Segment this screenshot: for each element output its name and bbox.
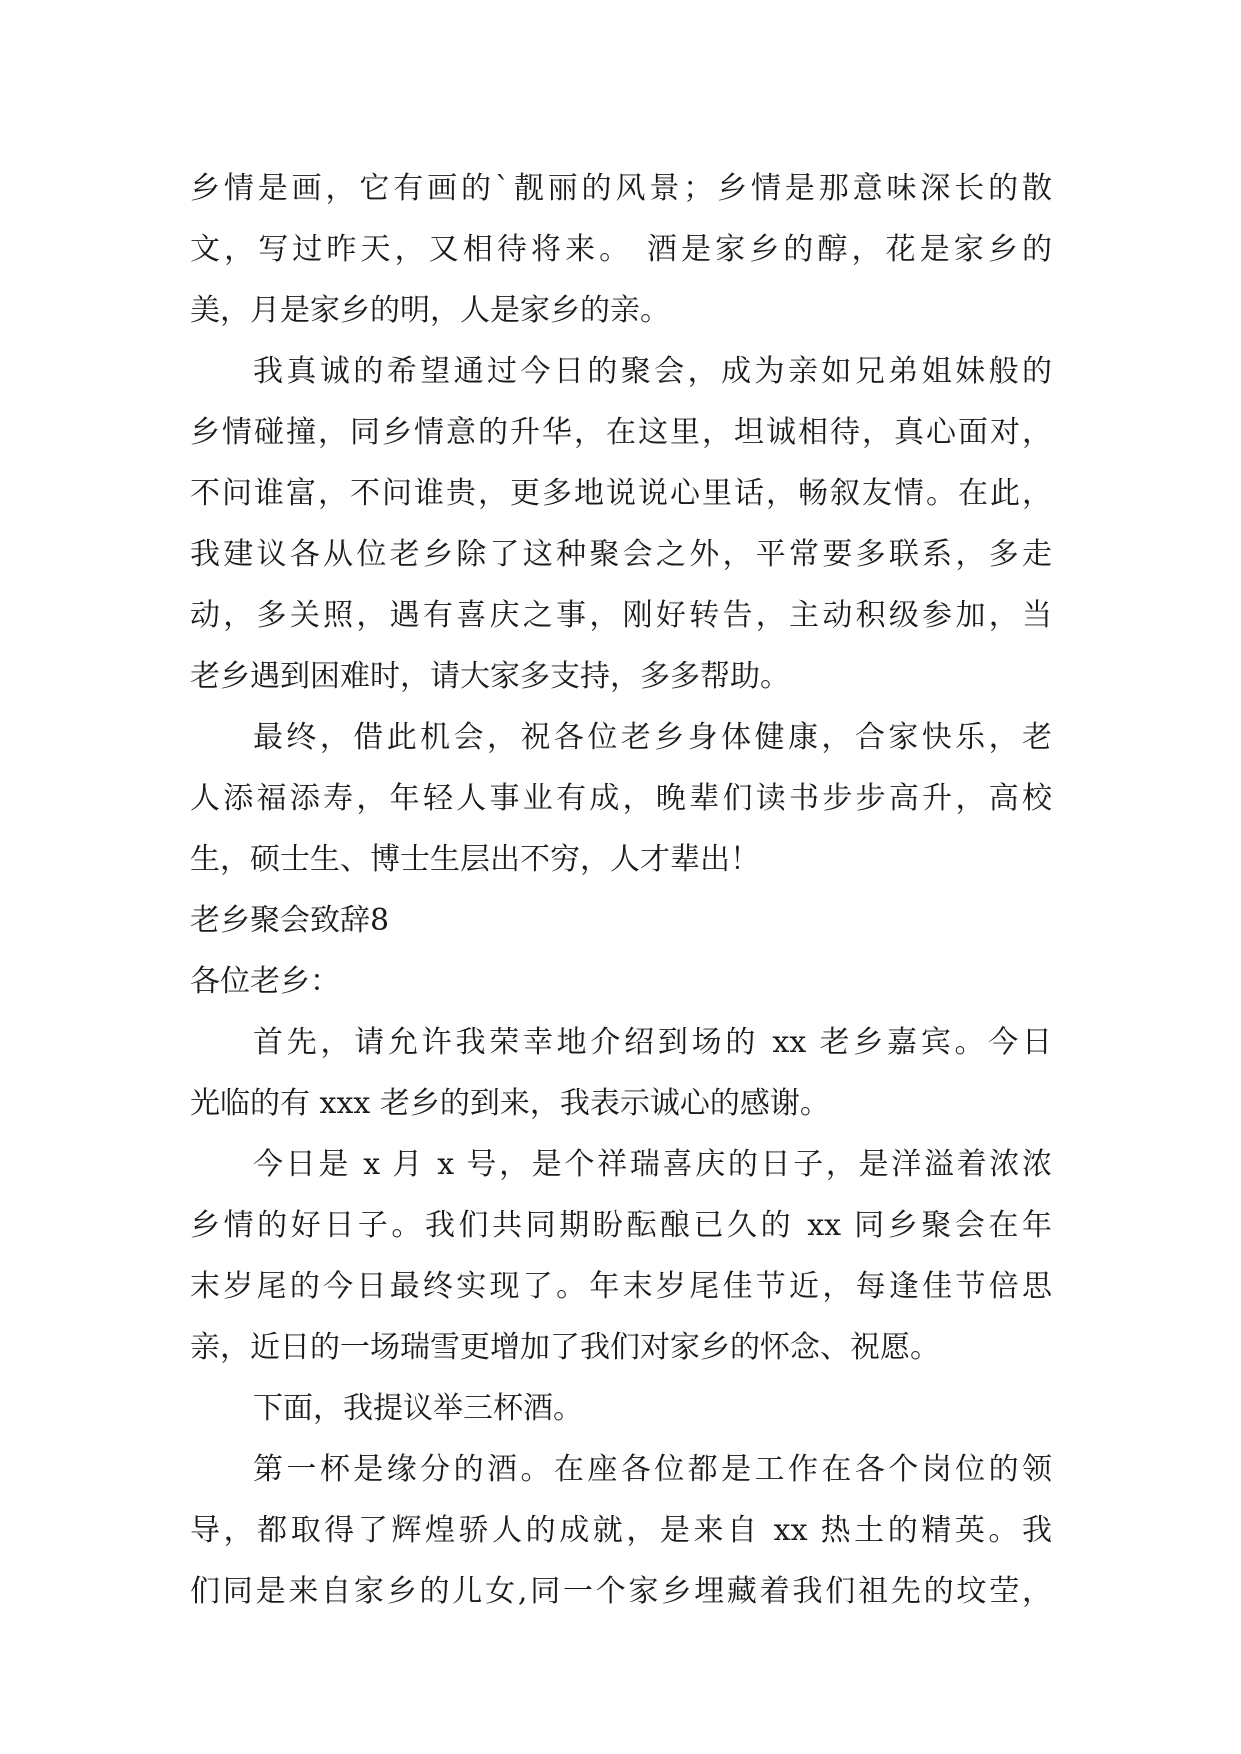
text-line: 老乡遇到困难时，请大家多支持，多多帮助。 xyxy=(190,659,790,694)
text-line: 下面，我提议举三杯酒。 xyxy=(253,1391,583,1426)
text-line: 文，写过昨天，又相待将来。 酒是家乡的醇，花是家乡的 xyxy=(190,232,1052,267)
text-line: 生，硕士生、博士生层出不穷，人才辈出！ xyxy=(190,842,760,877)
text-line: 不问谁富，不问谁贵，更多地说说心里话，畅叙友情。在此， xyxy=(190,476,1052,511)
text-line: 首先，请允许我荣幸地介绍到场的 xx 老乡嘉宾。今日 xyxy=(253,1025,1052,1060)
paragraph xyxy=(190,1012,1052,1134)
paragraph xyxy=(190,341,1052,707)
text-line: 人添福添寿，年轻人事业有成，晚辈们读书步步高升，高校 xyxy=(190,781,1052,816)
text-line: 们同是来自家乡的儿女,同一个家乡埋藏着我们祖先的坟茔， xyxy=(190,1574,1052,1609)
text-line: 末岁尾的今日最终实现了。年末岁尾佳节近，每逢佳节倍思 xyxy=(190,1269,1052,1304)
text-line: 乡情是画，它有画的`靓丽的风景；乡情是那意味深长的散 xyxy=(190,171,1052,206)
paragraph xyxy=(190,158,1052,341)
paragraph xyxy=(190,1378,1052,1439)
paragraph xyxy=(190,1439,1052,1622)
document-page xyxy=(190,158,1052,1622)
text-line: 我建议各从位老乡除了这种聚会之外，平常要多联系，多走 xyxy=(190,537,1052,572)
text-line: 第一杯是缘分的酒。在座各位都是工作在各个岗位的领 xyxy=(253,1452,1052,1487)
salutation: 各位老乡： xyxy=(190,964,340,999)
section-title: 老乡聚会致辞8 xyxy=(190,903,390,938)
text-line: 美，月是家乡的明，人是家乡的亲。 xyxy=(190,293,670,328)
text-line: 动，多关照，遇有喜庆之事，刚好转告，主动积级参加，当 xyxy=(190,598,1052,633)
paragraph xyxy=(190,707,1052,890)
text-line: 我真诚的希望通过今日的聚会，成为亲如兄弟姐妹般的 xyxy=(253,354,1052,389)
text-line: 今日是 x 月 x 号，是个祥瑞喜庆的日子，是洋溢着浓浓 xyxy=(253,1147,1052,1182)
text-line: 最终，借此机会，祝各位老乡身体健康，合家快乐，老 xyxy=(253,720,1052,755)
text-line: 乡情的好日子。我们共同期盼酝酿已久的 xx 同乡聚会在年 xyxy=(190,1208,1052,1243)
text-line: 导，都取得了辉煌骄人的成就，是来自 xx 热土的精英。我 xyxy=(190,1513,1052,1548)
text-line: 乡情碰撞，同乡情意的升华，在这里，坦诚相待，真心面对， xyxy=(190,415,1052,450)
text-line: 亲，近日的一场瑞雪更增加了我们对家乡的怀念、祝愿。 xyxy=(190,1330,940,1365)
text-line: 光临的有 xxx 老乡的到来，我表示诚心的感谢。 xyxy=(190,1086,830,1121)
paragraph xyxy=(190,1134,1052,1378)
